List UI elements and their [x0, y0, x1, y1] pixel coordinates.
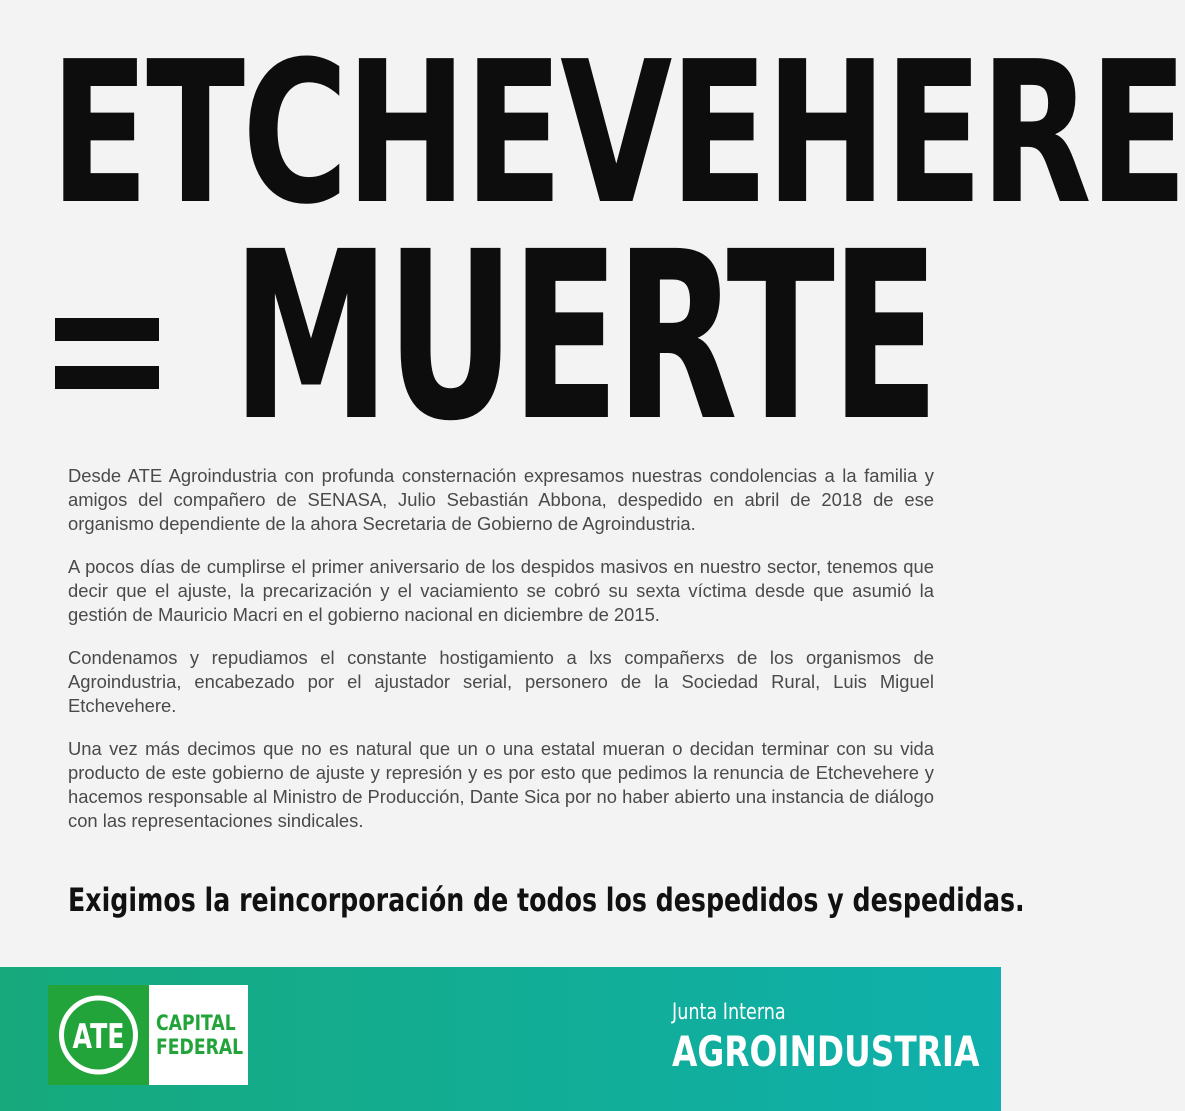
paragraph-resignation-demand: Una vez más decimos que no es natural que un o una estatal mueran o decidan terminar con su vida producto de este gobierno de ajuste y represión y es por esto que pedimos la renuncia de Etchevehere y hacemos responsable al Ministro de Producción, Dante Sica por no haber abierto una instancia de diálogo con las representaciones sindicales. [68, 738, 934, 831]
equals-bar-bottom [55, 366, 159, 389]
logo-wordmark [156, 1011, 244, 1059]
paragraph-condemnation: Condenamos y repudiamos el constante hostigamiento a lxs compañerxs de los organismos de Agroindustria, encabezado por el ajustador serial, personero de la Sociedad Rural, Luis Miguel Etchevehere. [68, 647, 934, 716]
junta-interna-label: Junta Interna [672, 1000, 786, 1025]
emblem-text: ATE [72, 1017, 125, 1057]
paragraph-condolences: Desde ATE Agroindustria con profunda consternación expresamos nuestras condolencias a la familia y amigos del compañero de SENASA, Julio Sebastián Abbona, despedido en abril de 2018 de ese organismo dependiente de la ahora Secretaria de Gobierno de Agroindustria. [68, 465, 934, 534]
headline-muerte: MUERTE [232, 202, 936, 472]
footer-banner [0, 967, 1001, 1111]
equals-sign [55, 318, 159, 388]
agroindustria-label: AGROINDUSTRIA [672, 1027, 980, 1076]
paragraph-anniversary: A pocos días de cumplirse el primer aniversario de los despidos masivos en nuestro sector, tenemos que decir que el ajuste, la precarización y el vaciamiento se cobró su sexta víctima desde que asumió la gestión de Mauricio Macri en el gobierno nacional en diciembre de 2015. [68, 556, 934, 625]
logo-line-federal: FEDERAL [156, 1035, 244, 1059]
ate-emblem-icon [56, 993, 141, 1077]
logo-green-panel [48, 985, 149, 1085]
headline-etchevehere: ETCHEVEHERE [50, 20, 1185, 248]
logo-line-capital: CAPITAL [156, 1011, 236, 1035]
statement-body [68, 464, 934, 852]
ate-capital-federal-logo [48, 985, 248, 1085]
equals-bar-top [55, 318, 159, 341]
reinstatement-demand: Exigimos la reincorporación de todos los despedidos y despedidas. [68, 881, 1025, 919]
